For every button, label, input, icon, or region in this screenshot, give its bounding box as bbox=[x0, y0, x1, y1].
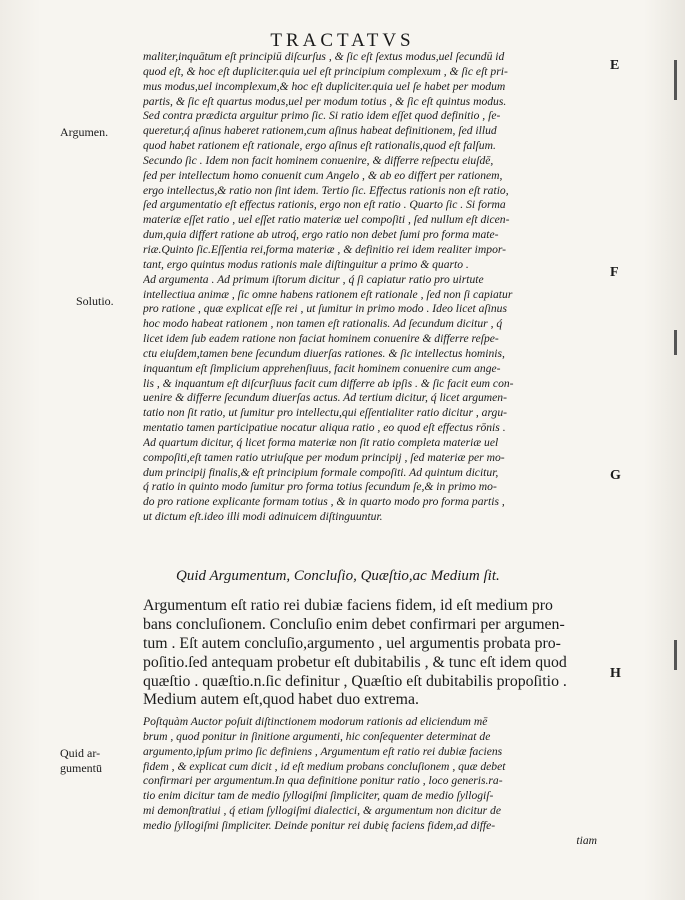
side-letter-f: F bbox=[610, 265, 619, 280]
text-line: tum . Eſt autem concluſio,argumento , uel argumentis probata pro- bbox=[143, 634, 561, 652]
side-letter-e: E bbox=[610, 58, 620, 73]
text-line: uenire & differre ſecundum diuerſas actus. Ad tertium dicitur, q́ licet argumen- bbox=[143, 391, 507, 405]
text-line: medio ſyllogiſmi ſimpliciter. Deinde ponitur rei dubię faciens fidem,ad diffe- bbox=[143, 818, 496, 832]
text-line: intellectiua animæ , ſic omne habens rationem eſt rationale , ſed non ſi capiatur bbox=[143, 287, 513, 301]
text-line: fidem , & explicat cum dicit , id eſt medium probans concluſionem , quæ debet bbox=[143, 759, 506, 773]
text-line: quæſtio . quæſtio.n.ſic definitur , Quæſtio eſt dubitabilis propoſitio . bbox=[143, 672, 567, 690]
text-line: queretur,q́ aſinus haberet rationem,cum aſinus habeat definitionem, ſed illud bbox=[143, 124, 497, 138]
text-line: ergo intellectus,& ratio non ſint idem. Tertio ſic. Effectus rationis non eſt ratio, bbox=[143, 183, 509, 197]
text-line: maliter,inquātum eſt principiū diſcurſus , & ſic eſt ſextus modus,uel ſecundū id bbox=[143, 50, 505, 63]
text-line: tatio non ſit ratio, ut ſumitur pro intellectu,qui eſſentialiter ratio dicitur , argu- bbox=[143, 406, 508, 420]
text-line: ſed per intellectum homo conuenit cum Angelo , & ab eo differt per rationem, bbox=[143, 168, 503, 182]
text-line: tio enim dicitur tam de medio ſyllogiſmi ſimpliciter, quam de medio ſyllogiſ- bbox=[143, 789, 494, 803]
text-line: hoc modo habeat rationem , non tamen eſt rationalis. Ad ſecundum dicitur , q́ bbox=[143, 317, 503, 331]
text-line: compoſiti,eſt tamen ratio utriuſque per modum principij , ſed materiæ per mo- bbox=[143, 450, 505, 464]
text-line: partis, & ſic eſt quartus modus,uel per modum totius , & ſic eſt quintus modus. bbox=[143, 94, 507, 108]
section-heading: Quid Argumentum, Concluſio, Quæſtio,ac Medium ſit. bbox=[176, 568, 500, 584]
text-line: quod eſt, & hoc eſt dupliciter.quia uel eſt principium complexum , & ſic eſt pri- bbox=[143, 64, 508, 78]
text-line: pro ratione , quæ explicat eſſe rei , ut ſumitur in primo modo . Ideo licet aſinus bbox=[143, 302, 507, 316]
text-line: Sed contra prædicta arguitur primo ſic. Si ratio idem eſſet quod definitio , ſe- bbox=[143, 109, 501, 123]
text-line: dum principij finalis,& eſt principium formale compoſiti. Ad quintum dicitur, bbox=[143, 465, 499, 479]
text-line: lis , & inquantum eſt diſcurſiuus facit cum differre ab ipſis . & ſic facit eum con- bbox=[143, 376, 514, 390]
text-line: licet idem ſub eadem ratione non faciat hominem conuenire & differre reſpe- bbox=[143, 332, 499, 346]
text-line: Ad argumenta . Ad primum iſtorum dicitur , q́ ſi capiatur ratio pro uirtute bbox=[143, 272, 484, 286]
text-line: mi demonſtratiui , q́ etiam ſyllogiſmi dialectici, & argumentum non dicitur de bbox=[143, 804, 501, 818]
catchword: tiam bbox=[576, 833, 597, 847]
text-line: riæ.Quinto ſic.Eſſentia rei,forma materiæ , & definitio rei idem realiter impor- bbox=[143, 242, 507, 256]
text-line: Secundo ſic . Idem non facit hominem conuenire, & differre reſpectu eiuſdē, bbox=[143, 153, 494, 167]
commentary-text-block bbox=[143, 715, 597, 849]
margin-label-quid-argumentum-2: gumentū bbox=[60, 761, 102, 775]
text-line: brum , quod ponitur in ſinitione argumenti, hic conſequenter determinat de bbox=[143, 729, 491, 743]
margin-label-argumen: Argumen. bbox=[60, 125, 109, 139]
text-line: ctu eiuſdem,tamen bene ſecundum diuerſas rationes. & ſic intellectus hominis, bbox=[143, 346, 505, 360]
text-line: Medium autem eſt,quod habet duo extrema. bbox=[143, 691, 419, 709]
margin-label-solutio: Solutio. bbox=[76, 294, 114, 308]
text-line: dum,quia differt ratione ab utroq́, ergo ratio non debet ſumi pro forma mate- bbox=[143, 228, 499, 242]
text-line: mus modus,uel incomplexum,& hoc eſt dupliciter.quia uel ſe habet per modum bbox=[143, 79, 506, 93]
text-line: mentatio tamen participatiue nocatur aliqua ratio , eo quod eſt effectus rōnis . bbox=[143, 421, 506, 435]
text-line: confirmari per argumentum.In qua definitione ponitur ratio , loco generis.ra- bbox=[143, 774, 503, 788]
text-line: materiæ eſſet ratio , uel eſſet ratio materiæ uel compoſiti , ſed nullum eſt dicen- bbox=[143, 213, 510, 227]
text-line: Poſtquàm Auctor poſuit diſtinctionem modorum rationis ad eliciendum mē bbox=[143, 715, 488, 728]
page-edge-mark bbox=[674, 330, 677, 355]
running-header: TRACTATVS bbox=[270, 30, 415, 51]
text-line: tant, ergo quintus modus rationis male diſtinguitur a primo & quarto . bbox=[143, 257, 469, 271]
text-line: ſed argumentatio eſt effectus rationis, ergo non eſt ratio . Quarto ſic . Si forma bbox=[143, 198, 506, 212]
page-edge-mark bbox=[674, 60, 677, 100]
text-line: poſitio.ſed antequam probetur eſt dubitabilis , & tunc eſt idem quod bbox=[143, 653, 567, 671]
definition-text-block bbox=[143, 597, 598, 710]
side-letter-g: G bbox=[610, 468, 621, 483]
text-line: quod habet rationem eſt rationale, ergo aſinus eſt rationalis,quod eſt falſum. bbox=[143, 139, 496, 153]
text-line: do pro ratione explicante formam totius , & in quarto modo pro forma partis , bbox=[143, 495, 505, 509]
text-line: bans concluſionem. Concluſio enim debet confirmari per argumen- bbox=[143, 615, 565, 633]
text-line: inquantum eſt ſimplicium apprehenſiuus, facit hominem conuenire cum ange- bbox=[143, 361, 501, 375]
text-line: argumento,ipſum primo ſic definiens , Argumentum eſt ratio rei dubiæ faciens bbox=[143, 744, 503, 758]
side-letter-h: H bbox=[610, 666, 621, 681]
page-edge-mark bbox=[674, 640, 677, 670]
text-line: q́ ratio in quinto modo ſumitur pro forma totius ſecundum ſe,& in primo mo- bbox=[143, 480, 497, 494]
text-line: Argumentum eſt ratio rei dubiæ faciens fidem, id eſt medium pro bbox=[143, 597, 553, 614]
text-line: Ad quartum dicitur, q́ licet forma materiæ non ſit ratio completa materiæ uel bbox=[143, 435, 499, 449]
text-line: ut dictum eſt.ideo illi modi adinuicem diſtinguuntur. bbox=[143, 510, 383, 524]
margin-label-quid-argumentum-1: Quid ar- bbox=[60, 746, 101, 760]
body-text-block-1 bbox=[143, 50, 597, 525]
